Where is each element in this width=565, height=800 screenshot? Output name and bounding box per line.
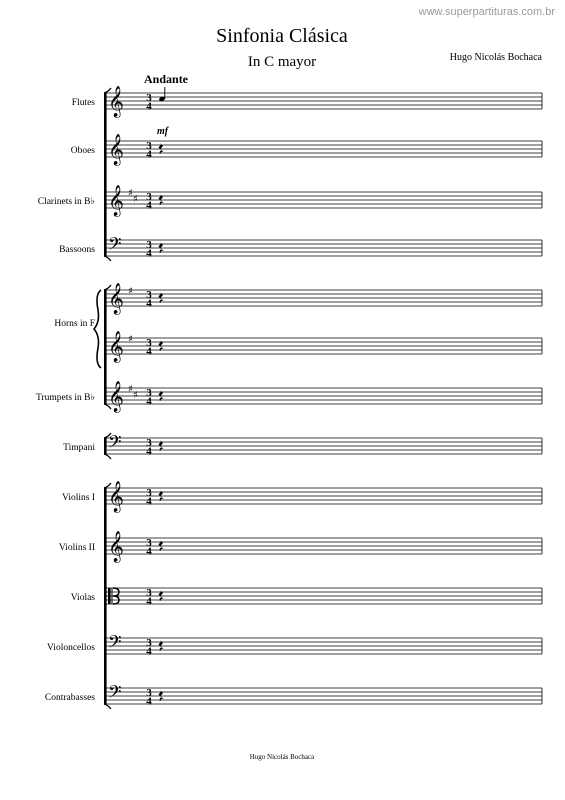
bass-clef-icon: 𝄢 xyxy=(108,632,122,656)
staff xyxy=(105,632,542,658)
treble-clef-icon: 𝄞 xyxy=(108,381,124,412)
staff xyxy=(105,234,542,260)
time-signature-top: 3 xyxy=(146,337,152,349)
instrument-label: Contrabasses xyxy=(44,693,95,703)
bracket-bar xyxy=(104,290,107,404)
time-signature-bottom: 4 xyxy=(146,148,152,161)
staff xyxy=(105,330,542,363)
instrument-label: Violins I xyxy=(62,493,95,503)
time-signature-bottom: 4 xyxy=(146,545,152,558)
staves-layer xyxy=(105,85,542,708)
time-signature-top: 3 xyxy=(146,387,152,399)
treble-clef-icon: 𝄞 xyxy=(108,481,124,512)
staff xyxy=(105,380,542,413)
bracket-bar xyxy=(104,488,107,704)
time-signature-top: 3 xyxy=(146,239,152,251)
alto-clef-bar xyxy=(112,588,113,604)
staff xyxy=(105,432,542,458)
time-signature-top: 3 xyxy=(146,537,152,549)
time-signature-top: 3 xyxy=(146,92,152,104)
treble-clef-icon: 𝄞 xyxy=(108,331,124,362)
bass-clef-icon: 𝄢 xyxy=(108,234,122,258)
sharp-icon: ♯ xyxy=(128,286,133,297)
horns-brace xyxy=(94,290,101,368)
sharp-icon: ♯ xyxy=(128,188,133,199)
alto-clef-bar xyxy=(108,588,111,604)
footer-credit: Hugo Nicolás Bochaca xyxy=(249,753,315,761)
treble-clef-icon: 𝄞 xyxy=(108,531,124,562)
bass-clef-icon: 𝄢 xyxy=(108,682,122,706)
time-signature-bottom: 4 xyxy=(146,695,152,708)
treble-clef-icon: 𝄞 xyxy=(108,86,124,117)
time-signature-bottom: 4 xyxy=(146,645,152,658)
instrument-label: Oboes xyxy=(70,146,95,156)
instrument-label: Violas xyxy=(70,593,95,603)
staff xyxy=(105,682,542,708)
time-signature-top: 3 xyxy=(146,487,152,499)
instrument-label: Trumpets in B♭ xyxy=(35,393,95,403)
treble-clef-icon: 𝄞 xyxy=(108,134,124,165)
time-signature-top: 3 xyxy=(146,437,152,449)
time-signature-bottom: 4 xyxy=(146,100,152,113)
time-signature-top: 3 xyxy=(146,289,152,301)
time-signature-top: 3 xyxy=(146,637,152,649)
treble-clef-icon: 𝄞 xyxy=(108,185,124,216)
instrument-label: Violoncellos xyxy=(47,643,95,653)
sharp-icon: ♯ xyxy=(128,384,133,395)
instrument-label: Flutes xyxy=(71,98,95,108)
time-signature-bottom: 4 xyxy=(146,199,152,212)
dynamic-marking: mf xyxy=(157,126,169,137)
instrument-label: Horns in F xyxy=(54,319,95,329)
staff xyxy=(105,480,542,513)
staff xyxy=(105,282,542,315)
bracket-bar xyxy=(104,438,107,454)
staff xyxy=(105,530,542,563)
quarter-note-icon xyxy=(158,87,165,102)
time-signature-bottom: 4 xyxy=(146,595,152,608)
time-signature-bottom: 4 xyxy=(146,495,152,508)
sharp-icon: ♯ xyxy=(133,390,138,401)
piece-subtitle: In C mayor xyxy=(247,54,317,70)
time-signature-top: 3 xyxy=(146,191,152,203)
staff xyxy=(105,184,542,217)
sharp-icon: ♯ xyxy=(128,334,133,345)
time-signature-top: 3 xyxy=(146,687,152,699)
instrument-label: Clarinets in B♭ xyxy=(37,197,95,207)
composer: Hugo Nicolás Bochaca xyxy=(449,52,542,63)
staff xyxy=(105,85,542,118)
watermark: www.superpartituras.com.br xyxy=(418,6,555,18)
labels-layer xyxy=(36,98,95,703)
bass-clef-icon: 𝄢 xyxy=(108,432,122,456)
time-signature-bottom: 4 xyxy=(146,345,152,358)
piece-title: Sinfonia Clásica xyxy=(216,25,348,47)
staff xyxy=(105,587,542,608)
time-signature-bottom: 4 xyxy=(146,395,152,408)
bracket-bar xyxy=(104,93,107,256)
staff xyxy=(105,133,542,166)
instrument-label: Bassoons xyxy=(59,245,95,255)
time-signature-bottom: 4 xyxy=(146,445,152,458)
time-signature-bottom: 4 xyxy=(146,297,152,310)
time-signature-bottom: 4 xyxy=(146,247,152,260)
sharp-icon: ♯ xyxy=(133,194,138,205)
instrument-label: Violins II xyxy=(58,543,95,553)
tempo-marking: Andante xyxy=(144,72,189,86)
time-signature-top: 3 xyxy=(146,587,152,599)
treble-clef-icon: 𝄞 xyxy=(108,283,124,314)
time-signature-top: 3 xyxy=(146,140,152,152)
instrument-label: Timpani xyxy=(63,443,95,453)
